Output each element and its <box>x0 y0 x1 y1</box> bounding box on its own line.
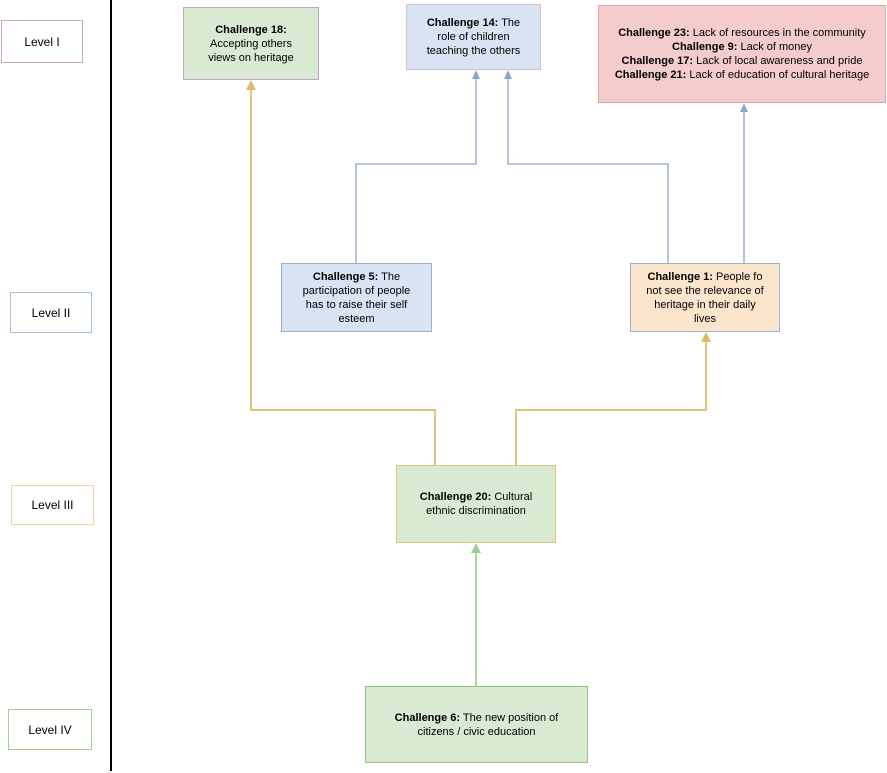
arrowhead-ch5-to-ch14 <box>472 70 480 79</box>
node-challenge-6 <box>365 686 588 763</box>
challenge-20-body: Cultural ethnic discrimination <box>426 491 533 517</box>
challenge-5-label: Challenge 5: <box>312 270 379 283</box>
arrowhead-ch1-to-group <box>740 103 748 112</box>
challenge-6-body: The new position of citizens / civic education <box>417 711 559 738</box>
node-challenge-14 <box>406 4 541 70</box>
arrowhead-ch20-to-ch1 <box>701 332 711 342</box>
challenge-6-label: Challenge 6: <box>394 711 461 724</box>
arrowhead-ch6-to-ch20 <box>471 543 481 553</box>
challenge-23-label: Challenge 23: <box>618 27 690 39</box>
node-challenge-group-top-right <box>598 5 886 103</box>
level-label-2-text: Level II <box>31 305 71 320</box>
node-challenge-18-text <box>196 23 306 65</box>
challenge-9-body: Lack of money <box>737 41 812 53</box>
group-entry-challenge-23 <box>613 26 871 40</box>
node-challenge-6-text <box>392 711 561 739</box>
challenge-1-label: Challenge 1: <box>647 270 713 283</box>
challenge-23-body: Lack of resources in the community <box>689 27 866 39</box>
level-label-3-text: Level III <box>31 498 74 512</box>
group-entry-challenge-9 <box>613 40 871 54</box>
node-challenge-14-text <box>420 16 527 58</box>
challenge-17-label: Challenge 17: <box>621 55 694 67</box>
node-challenge-5-text <box>297 270 416 326</box>
challenge-9-label: Challenge 9: <box>672 41 738 53</box>
challenge-5-body: The participation of people has to raise their self esteem <box>302 270 411 325</box>
connector-ch5-to-ch14 <box>356 70 480 263</box>
challenge-21-label: Challenge 21: <box>614 69 687 81</box>
challenge-17-body: Lack of local awareness and pride <box>693 55 863 67</box>
node-challenge-18 <box>183 7 319 80</box>
node-challenge-20-text <box>417 490 535 518</box>
challenge-14-label: Challenge 14: <box>426 17 499 29</box>
challenge-14-body: The role of children teaching the others <box>426 17 521 57</box>
challenge-18-label: Challenge 18: <box>215 23 287 36</box>
arrowhead-ch20-to-ch18 <box>246 80 256 90</box>
node-challenge-5 <box>281 263 432 332</box>
challenge-21-body: Lack of education of cultural heritage <box>686 69 870 81</box>
challenge-20-label: Challenge 20: <box>419 491 492 503</box>
node-challenge-1 <box>630 263 780 332</box>
connector-ch1-to-group <box>740 103 748 263</box>
group-entry-challenge-21 <box>613 68 871 82</box>
group-entry-challenge-17 <box>613 54 871 68</box>
challenge-18-body: Accepting others views on heritage <box>208 37 294 64</box>
connector-ch6-to-ch20 <box>471 543 481 686</box>
level-label-4-text: Level IV <box>28 722 72 737</box>
level-label-1-text: Level I <box>24 34 60 49</box>
node-challenge-1-text <box>645 270 765 326</box>
challenge-1-body: People fo not see the relevance of heritage in their daily lives <box>646 270 764 325</box>
connector-ch20-to-ch1 <box>516 332 711 465</box>
node-challenge-20 <box>396 465 556 543</box>
arrowhead-ch1-to-ch14 <box>504 70 512 79</box>
